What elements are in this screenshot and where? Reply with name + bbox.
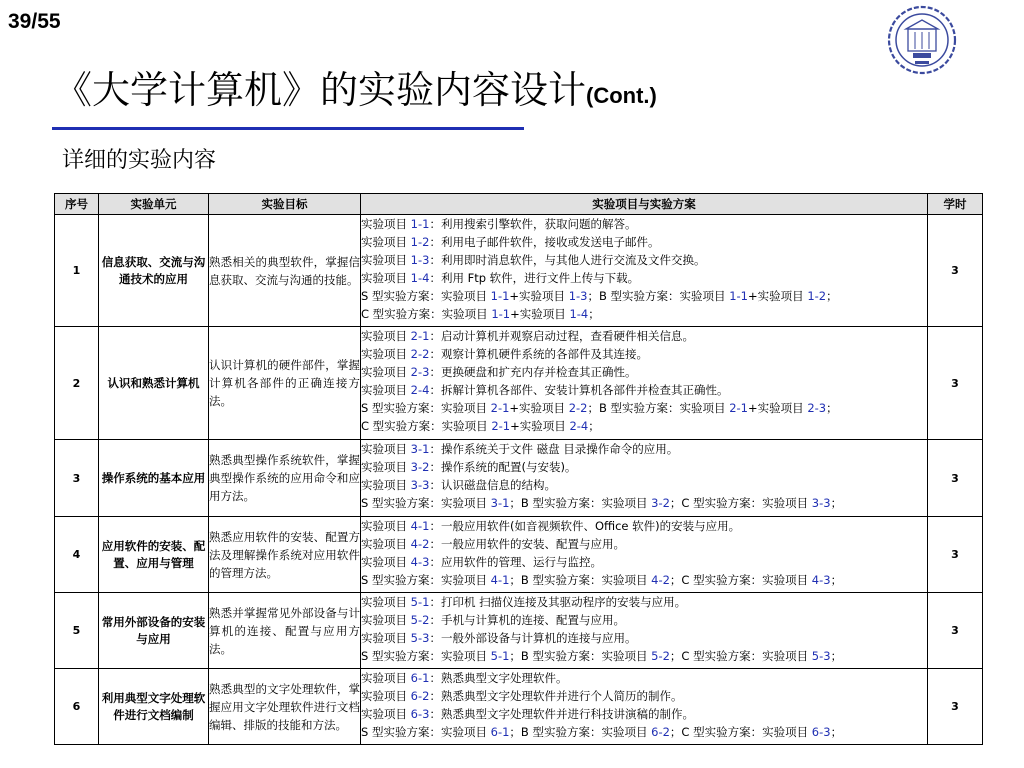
experiment-item-line: S 型实验方案：实验项目 2-1+实验项目 2-2；B 型实验方案：实验项目 2-1+实验项目 2-3； bbox=[361, 401, 838, 415]
experiment-item-line: 实验项目 2-4：拆解计算机各部件、安装计算机各部件并检查其正确性。 bbox=[361, 383, 729, 397]
class-hours: 3 bbox=[928, 593, 983, 669]
row-number: 3 bbox=[55, 440, 99, 517]
experiment-item-line: 实验项目 3-1：操作系统关于文件 磁盘 目录操作命令的应用。 bbox=[361, 442, 679, 456]
header-items: 实验项目与实验方案 bbox=[361, 194, 928, 215]
experiment-unit: 利用典型文字处理软件进行文档编制 bbox=[99, 669, 209, 745]
experiment-item-line: S 型实验方案：实验项目 3-1；B 型实验方案：实验项目 3-2；C 型实验方案：实验项目 3-3； bbox=[361, 496, 843, 510]
page-title bbox=[54, 66, 657, 120]
experiment-items bbox=[361, 517, 928, 593]
row-number: 6 bbox=[55, 669, 99, 745]
experiment-items bbox=[361, 669, 928, 745]
row-number: 5 bbox=[55, 593, 99, 669]
experiment-items bbox=[361, 215, 928, 327]
experiment-items bbox=[361, 440, 928, 517]
experiment-goal: 熟悉典型操作系统软件，掌握典型操作系统的应用命令和应用方法。 bbox=[209, 440, 361, 517]
experiment-item-line: 实验项目 5-2：手机与计算机的连接、配置与应用。 bbox=[361, 613, 625, 627]
experiment-item-line: C 型实验方案：实验项目 1-1+实验项目 1-4； bbox=[361, 307, 600, 321]
table-row bbox=[55, 517, 983, 593]
table-row bbox=[55, 593, 983, 669]
class-hours: 3 bbox=[928, 440, 983, 517]
experiment-item-line: 实验项目 5-1：打印机 扫描仪连接及其驱动程序的安装与应用。 bbox=[361, 595, 687, 609]
row-number: 4 bbox=[55, 517, 99, 593]
title-text: 《大学计算机》的实验内容设计 bbox=[54, 68, 587, 112]
experiment-item-line: 实验项目 2-3：更换硬盘和扩充内存并检查其正确性。 bbox=[361, 365, 637, 379]
experiment-goal: 熟悉典型的文字处理软件，掌握应用文字处理软件进行文档编辑、排版的技能和方法。 bbox=[209, 669, 361, 745]
experiment-table bbox=[54, 193, 983, 745]
experiment-item-line: 实验项目 3-3：认识磁盘信息的结构。 bbox=[361, 478, 556, 492]
university-seal-icon bbox=[887, 5, 957, 75]
experiment-item-line: 实验项目 3-2：操作系统的配置(与安装)。 bbox=[361, 460, 577, 474]
row-number: 2 bbox=[55, 327, 99, 440]
table-row bbox=[55, 669, 983, 745]
class-hours: 3 bbox=[928, 215, 983, 327]
experiment-item-line: S 型实验方案：实验项目 1-1+实验项目 1-3；B 型实验方案：实验项目 1-1+实验项目 1-2； bbox=[361, 289, 838, 303]
experiment-goal: 熟悉应用软件的安装、配置方法及理解操作系统对应用软件的管理方法。 bbox=[209, 517, 361, 593]
section-subtitle: 详细的实验内容 bbox=[62, 148, 217, 173]
experiment-item-line: 实验项目 4-2：一般应用软件的安装、配置与应用。 bbox=[361, 537, 625, 551]
header-unit: 实验单元 bbox=[99, 194, 209, 215]
experiment-item-line: C 型实验方案：实验项目 2-1+实验项目 2-4； bbox=[361, 419, 600, 433]
experiment-item-line: 实验项目 1-1：利用搜索引擎软件，获取问题的解答。 bbox=[361, 217, 637, 231]
experiment-item-line: 实验项目 1-3：利用即时消息软件，与其他人进行交流及文件交换。 bbox=[361, 253, 706, 267]
experiment-items bbox=[361, 327, 928, 440]
experiment-item-line: 实验项目 1-2：利用电子邮件软件，接收或发送电子邮件。 bbox=[361, 235, 660, 249]
title-suffix: (Cont.) bbox=[586, 83, 657, 108]
experiment-item-line: 实验项目 5-3：一般外部设备与计算机的连接与应用。 bbox=[361, 631, 637, 645]
experiment-unit: 认识和熟悉计算机 bbox=[99, 327, 209, 440]
header-goal: 实验目标 bbox=[209, 194, 361, 215]
experiment-goal: 认识计算机的硬件部件，掌握计算机各部件的正确连接方法。 bbox=[209, 327, 361, 440]
experiment-item-line: 实验项目 6-1：熟悉典型文字处理软件。 bbox=[361, 671, 568, 685]
page-number: 39/55 bbox=[8, 10, 61, 33]
header-no: 序号 bbox=[55, 194, 99, 215]
experiment-item-line: 实验项目 4-1：一般应用软件(如音视频软件、Office 软件)的安装与应用。 bbox=[361, 519, 741, 533]
experiment-item-line: S 型实验方案：实验项目 6-1；B 型实验方案：实验项目 6-2；C 型实验方案：实验项目 6-3； bbox=[361, 725, 843, 739]
class-hours: 3 bbox=[928, 669, 983, 745]
experiment-unit: 应用软件的安装、配置、应用与管理 bbox=[99, 517, 209, 593]
row-number: 1 bbox=[55, 215, 99, 327]
table-header-row bbox=[55, 194, 983, 215]
header-hours: 学时 bbox=[928, 194, 983, 215]
experiment-unit: 常用外部设备的安装与应用 bbox=[99, 593, 209, 669]
experiment-item-line: 实验项目 2-2：观察计算机硬件系统的各部件及其连接。 bbox=[361, 347, 648, 361]
experiment-goal: 熟悉并掌握常见外部设备与计算机的连接、配置与应用方法。 bbox=[209, 593, 361, 669]
experiment-item-line: 实验项目 2-1：启动计算机并观察启动过程，查看硬件相关信息。 bbox=[361, 329, 694, 343]
experiment-item-line: 实验项目 6-3：熟悉典型文字处理软件并进行科技讲演稿的制作。 bbox=[361, 707, 694, 721]
experiment-goal: 熟悉相关的典型软件，掌握信息获取、交流与沟通的技能。 bbox=[209, 215, 361, 327]
class-hours: 3 bbox=[928, 517, 983, 593]
experiment-item-line: 实验项目 1-4：利用 Ftp 软件，进行文件上传与下载。 bbox=[361, 271, 640, 285]
table-row bbox=[55, 215, 983, 327]
experiment-unit: 操作系统的基本应用 bbox=[99, 440, 209, 517]
title-underline bbox=[52, 127, 524, 130]
experiment-item-line: S 型实验方案：实验项目 4-1；B 型实验方案：实验项目 4-2；C 型实验方案：实验项目 4-3； bbox=[361, 573, 843, 587]
experiment-unit: 信息获取、交流与沟通技术的应用 bbox=[99, 215, 209, 327]
table-row bbox=[55, 440, 983, 517]
table-row bbox=[55, 327, 983, 440]
experiment-item-line: 实验项目 6-2：熟悉典型文字处理软件并进行个人简历的制作。 bbox=[361, 689, 683, 703]
experiment-item-line: S 型实验方案：实验项目 5-1；B 型实验方案：实验项目 5-2；C 型实验方案：实验项目 5-3； bbox=[361, 649, 843, 663]
class-hours: 3 bbox=[928, 327, 983, 440]
experiment-items bbox=[361, 593, 928, 669]
experiment-item-line: 实验项目 4-3：应用软件的管理、运行与监控。 bbox=[361, 555, 602, 569]
